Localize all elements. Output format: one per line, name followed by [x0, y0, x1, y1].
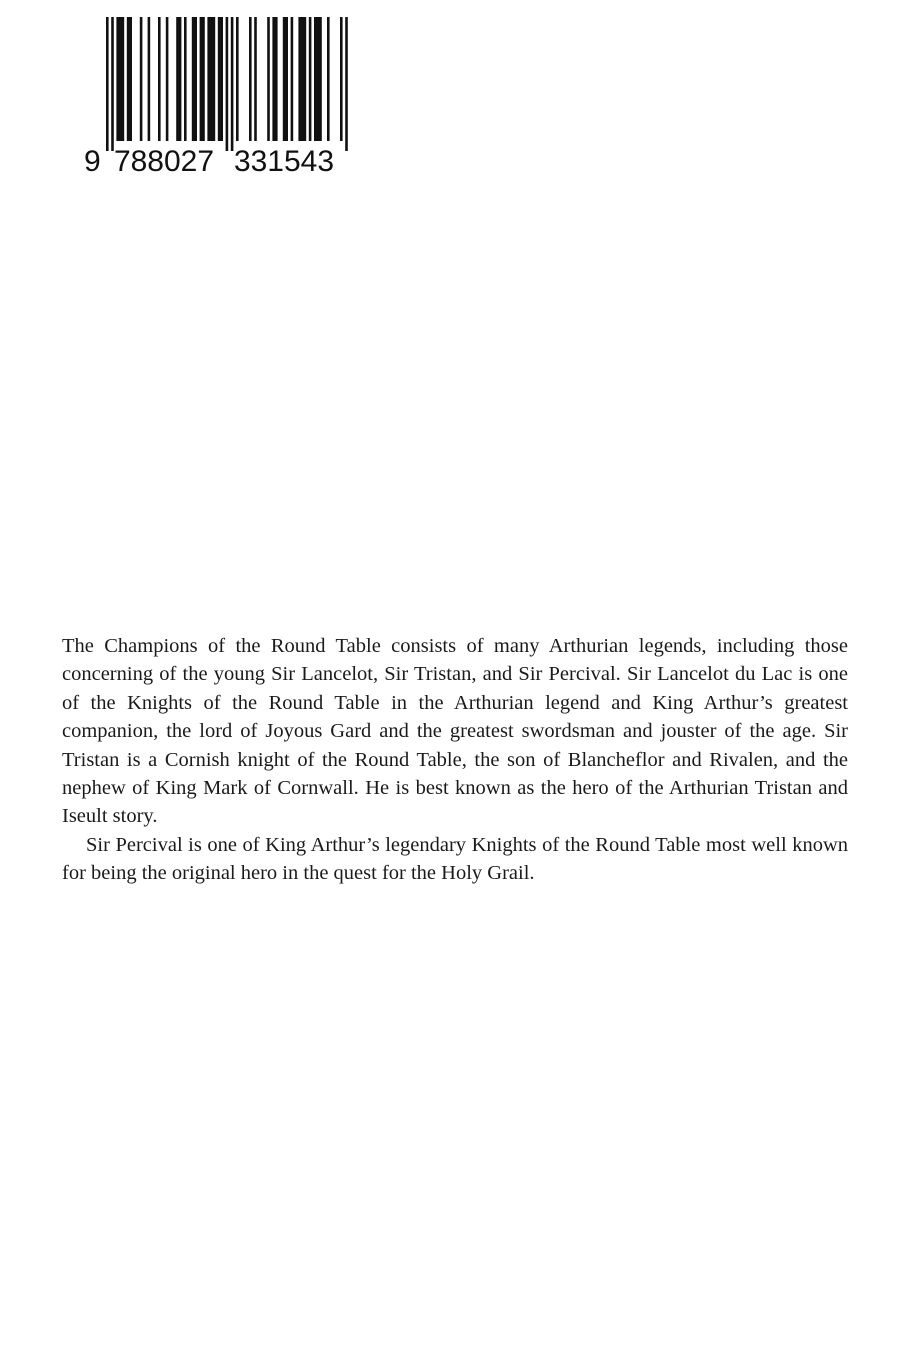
barcode-bar-8: [176, 17, 181, 141]
barcode-bar-12: [207, 17, 215, 141]
barcode-bar-1: [111, 17, 114, 151]
barcode-bar-28: [345, 17, 348, 151]
barcode-bar-20: [272, 17, 277, 141]
barcode-bar-10: [192, 17, 197, 141]
barcode-bar-5: [148, 17, 151, 141]
barcode-bar-18: [254, 17, 257, 141]
barcode-left-digits: 788027: [113, 145, 215, 178]
barcode-bar-3: [127, 17, 132, 141]
barcode-bar-15: [231, 17, 234, 151]
barcode-right-digits: 331543: [233, 145, 335, 178]
barcode-digits: [84, 145, 348, 179]
barcode-bar-21: [283, 17, 288, 141]
barcode-bar-16: [236, 17, 239, 141]
barcode-bar-19: [267, 17, 270, 141]
description-paragraph-2: Sir Percival is one of King Arthur’s legendary Knights of the Round Table most well known for being the original hero in the quest for the Holy Grail.: [62, 833, 848, 885]
barcode-bar-9: [184, 17, 187, 141]
barcode-bar-17: [249, 17, 252, 141]
barcode-bar-25: [314, 17, 322, 141]
barcode-bar-13: [218, 17, 223, 141]
isbn-barcode: [84, 17, 348, 178]
barcode-bar-14: [226, 17, 229, 151]
barcode-bar-23: [298, 17, 306, 141]
description-paragraph-1: The Champions of the Round Table consists of many Arthurian legends, including those concerning of the young Sir Lancelot, Sir Tristan, and Sir Percival. Sir Lancelot du Lac is one of the Knights of the Round Table in the Arthurian legend and King Arthur’s greatest companion, the lord of Joyous Gard and the greatest swordsman and jouster of the age. Sir Tristan is a Cornish knight of the Round Table, the son of Blancheflor and Rivalen, and the nephew of King Mark of Cornwall. He is best known as the hero of the Arthurian Tristan and Iseult story.: [62, 635, 848, 828]
barcode-bar-2: [116, 17, 124, 141]
barcode-lead-digit: 9: [84, 145, 101, 178]
barcode-bar-4: [140, 17, 143, 141]
barcode-bar-22: [291, 17, 294, 141]
barcode-bar-11: [200, 17, 205, 141]
book-description: [62, 632, 848, 888]
barcode-bar-26: [327, 17, 330, 141]
barcode-bar-24: [309, 17, 312, 141]
barcode-bar-27: [340, 17, 343, 141]
barcode-bar-6: [158, 17, 161, 141]
barcode-bar-0: [106, 17, 109, 151]
barcode-bar-7: [166, 17, 169, 141]
